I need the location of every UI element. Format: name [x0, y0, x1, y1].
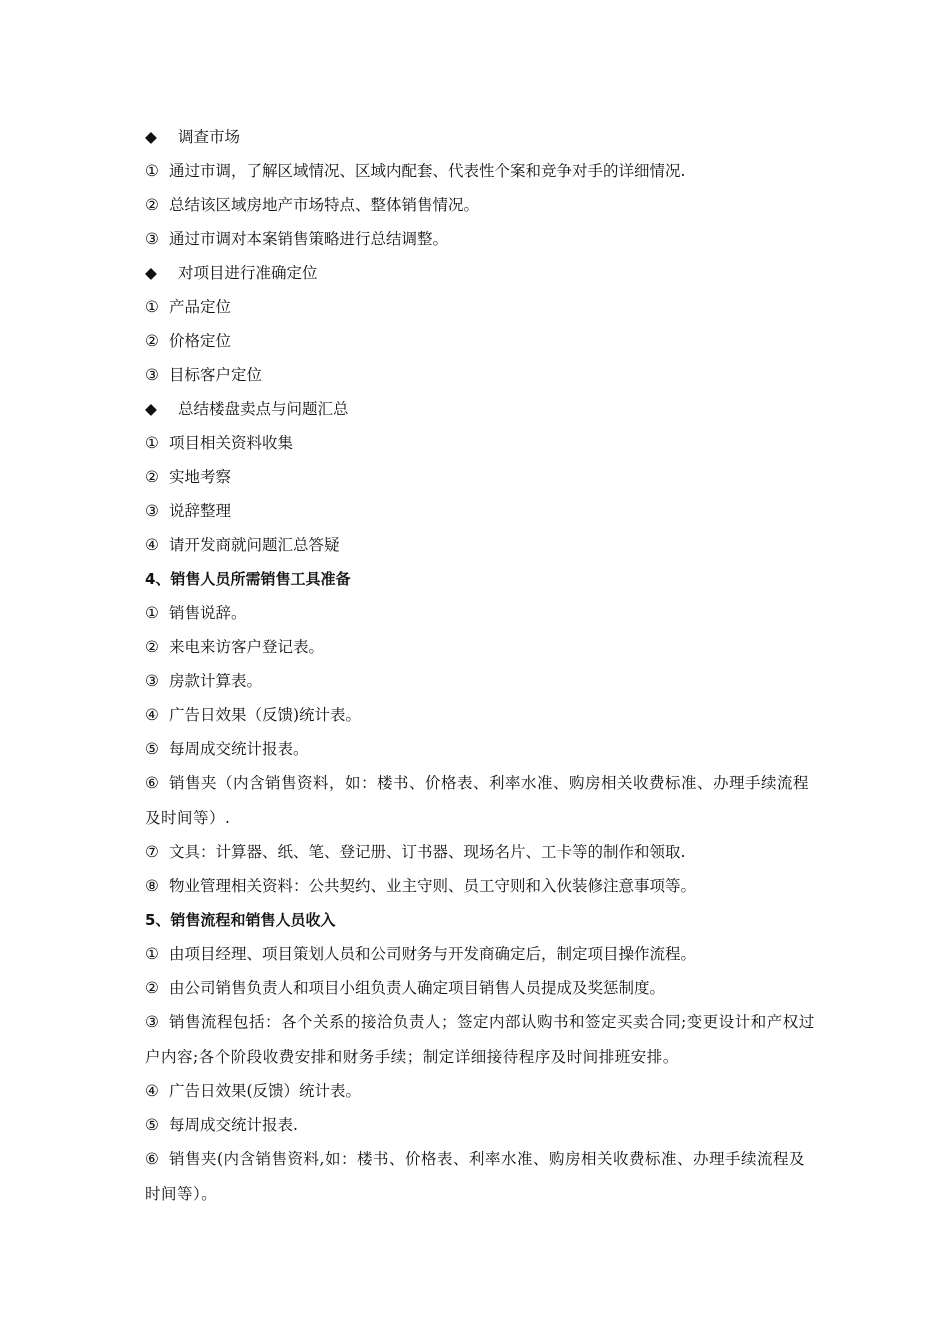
item-number: ④	[145, 536, 159, 554]
list-item	[145, 154, 815, 188]
item-number: ⑦	[145, 843, 159, 861]
item-text: 总结该区域房地产市场特点、整体销售情况。	[169, 196, 480, 214]
list-item	[145, 698, 815, 732]
diamond-bullet-icon: ◆	[145, 264, 157, 282]
item-number: ②	[145, 638, 159, 656]
list-item	[145, 971, 815, 1005]
item-number: ②	[145, 332, 159, 350]
item-text: 物业管理相关资料：公共契约、业主守则、员工守则和入伙装修注意事项等。	[169, 877, 697, 895]
item-text: 总结楼盘卖点与问题汇总	[178, 400, 349, 418]
list-item	[145, 460, 815, 494]
list-item	[145, 732, 815, 766]
list-item	[145, 290, 815, 324]
item-number: ①	[145, 945, 159, 963]
item-text: 销售说辞。	[169, 604, 247, 622]
item-text: 请开发商就问题汇总答疑	[169, 536, 340, 554]
list-item	[145, 596, 815, 630]
list-item	[145, 869, 815, 903]
item-number: ①	[145, 298, 159, 316]
list-item	[145, 426, 815, 460]
item-text: 由项目经理、项目策划人员和公司财务与开发商确定后，制定项目操作流程。	[169, 945, 697, 963]
diamond-bullet-icon: ◆	[145, 128, 157, 146]
item-text: 价格定位	[169, 332, 232, 350]
list-item	[145, 1108, 815, 1142]
list-item	[145, 630, 815, 664]
list-item	[145, 766, 815, 835]
section-heading-4: 4、销售人员所需销售工具准备	[145, 570, 351, 588]
list-item	[145, 392, 815, 426]
list-item	[145, 188, 815, 222]
item-text: 项目相关资料收集	[169, 434, 294, 452]
list-item	[145, 1074, 815, 1108]
item-number: ③	[145, 672, 159, 690]
item-text: 通过市调，了解区域情况、区域内配套、代表性个案和竞争对手的详细情况.	[169, 162, 686, 180]
list-item	[145, 937, 815, 971]
item-text: 房款计算表。	[169, 672, 263, 690]
item-number: ③	[145, 1013, 160, 1031]
item-text: 调查市场	[178, 128, 241, 146]
item-text: 来电来访客户登记表。	[169, 638, 325, 656]
item-number: ②	[145, 196, 159, 214]
item-number: ⑥	[145, 1150, 160, 1168]
item-text: 目标客户定位	[169, 366, 263, 384]
item-number: ⑤	[145, 740, 159, 758]
list-item	[145, 1005, 815, 1074]
item-text: 实地考察	[169, 468, 232, 486]
list-item	[145, 528, 815, 562]
item-text: 由公司销售负责人和项目小组负责人确定项目销售人员提成及奖惩制度。	[169, 979, 666, 997]
item-number: ⑤	[145, 1116, 159, 1134]
list-item	[145, 358, 815, 392]
section-heading-5: 5、销售流程和销售人员收入	[145, 911, 336, 929]
item-number: ①	[145, 162, 159, 180]
list-item	[145, 222, 815, 256]
item-number: ③	[145, 366, 159, 384]
item-number: ⑥	[145, 774, 160, 792]
item-text: 广告日效果(反馈）统计表。	[169, 1082, 362, 1100]
item-number: ③	[145, 502, 159, 520]
document-page	[145, 120, 815, 1211]
item-number: ②	[145, 468, 159, 486]
item-text: 通过市调对本案销售策略进行总结调整。	[169, 230, 449, 248]
item-text: 文具：计算器、纸、笔、登记册、订书器、现场名片、工卡等的制作和领取.	[169, 843, 686, 861]
item-number: ①	[145, 604, 159, 622]
item-number: ④	[145, 1082, 159, 1100]
list-item	[145, 256, 815, 290]
item-text: 销售夹（内含销售资料，如：楼书、价格表、利率水准、购房相关收费标准、办理手续流程及时间等）.	[145, 774, 810, 827]
item-number: ③	[145, 230, 159, 248]
item-number: ①	[145, 434, 159, 452]
list-item	[145, 120, 815, 154]
list-item	[145, 494, 815, 528]
item-number: ⑧	[145, 877, 159, 895]
list-item	[145, 1142, 815, 1211]
item-text: 每周成交统计报表。	[169, 740, 309, 758]
list-item	[145, 835, 815, 869]
item-number: ②	[145, 979, 159, 997]
diamond-bullet-icon: ◆	[145, 400, 157, 418]
item-text: 说辞整理	[169, 502, 232, 520]
item-text: 每周成交统计报表.	[169, 1116, 298, 1134]
item-text: 对项目进行准确定位	[178, 264, 318, 282]
list-item	[145, 664, 815, 698]
item-text: 销售夹(内含销售资料,如：楼书、价格表、利率水准、购房相关收费标准、办理手续流程及时间等）。	[145, 1150, 805, 1203]
list-item	[145, 324, 815, 358]
item-text: 销售流程包括：各个关系的接洽负责人；签定内部认购书和签定买卖合同;变更设计和产权过户内容;各个阶段收费安排和财务手续；制定详细接待程序及时间排班安排。	[145, 1013, 815, 1066]
item-text: 产品定位	[169, 298, 232, 316]
item-text: 广告日效果（反馈)统计表。	[169, 706, 362, 724]
item-number: ④	[145, 706, 159, 724]
